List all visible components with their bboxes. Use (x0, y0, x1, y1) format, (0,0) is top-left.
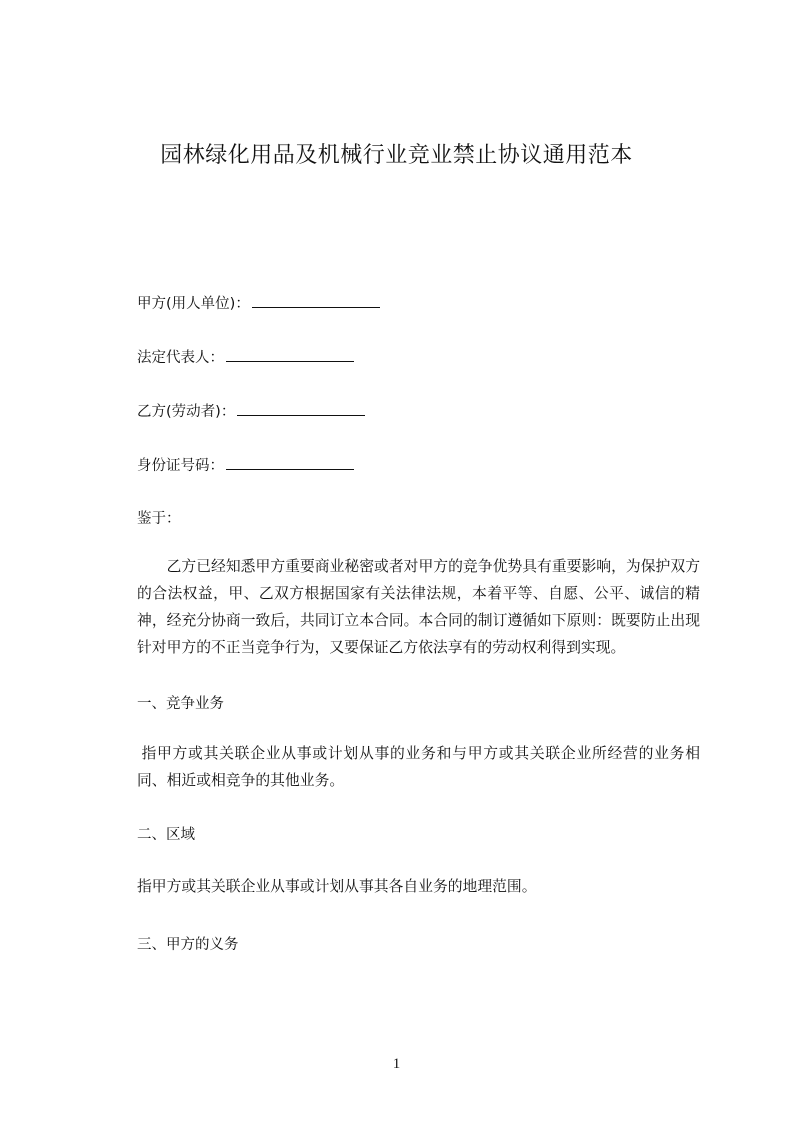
page-number: 1 (392, 1056, 401, 1072)
section-body: 指甲方或其关联企业从事或计划从事的业务和与甲方或其关联企业所经营的业务相同、相近或相竞争的其他业务。 (137, 745, 700, 789)
field-label: 甲方(用人单位)： (137, 296, 250, 312)
field-label: 身份证号码： (137, 458, 224, 474)
fill-in-blank (252, 293, 380, 308)
section-body: 指甲方或其关联企业从事或计划从事其各自业务的地理范围。 (137, 878, 537, 895)
whereas-label: 鉴于： (137, 511, 181, 527)
section-heading: 三、甲方的义务 (137, 937, 239, 953)
field-label: 法定代表人： (137, 350, 224, 366)
fill-in-blank (237, 401, 365, 416)
legal-representative-field (137, 346, 354, 367)
field-label: 乙方(劳动者)： (137, 404, 236, 420)
section-heading: 一、竞争业务 (137, 696, 224, 712)
document-title: 园林绿化用品及机械行业竞业禁止协议通用范本 (160, 143, 633, 168)
fill-in-blank (226, 455, 354, 470)
party-a-field (137, 292, 380, 313)
section-heading: 二、区域 (137, 827, 195, 843)
fill-in-blank (226, 347, 354, 362)
party-b-field (137, 400, 365, 421)
id-number-field (137, 454, 354, 475)
preamble-paragraph: 乙方已经知悉甲方重要商业秘密或者对甲方的竞争优势具有重要影响，为保护双方的合法权益，甲、乙双方根据国家有关法律法规，本着平等、自愿、公平、诚信的精神，经充分协商一致后，共同订立本合同。本合同的制订遵循如下原则：既要防止出现针对甲方的不正当竞争行为，又要保证乙方依法享有的劳动权利得到实现。 (137, 558, 700, 656)
